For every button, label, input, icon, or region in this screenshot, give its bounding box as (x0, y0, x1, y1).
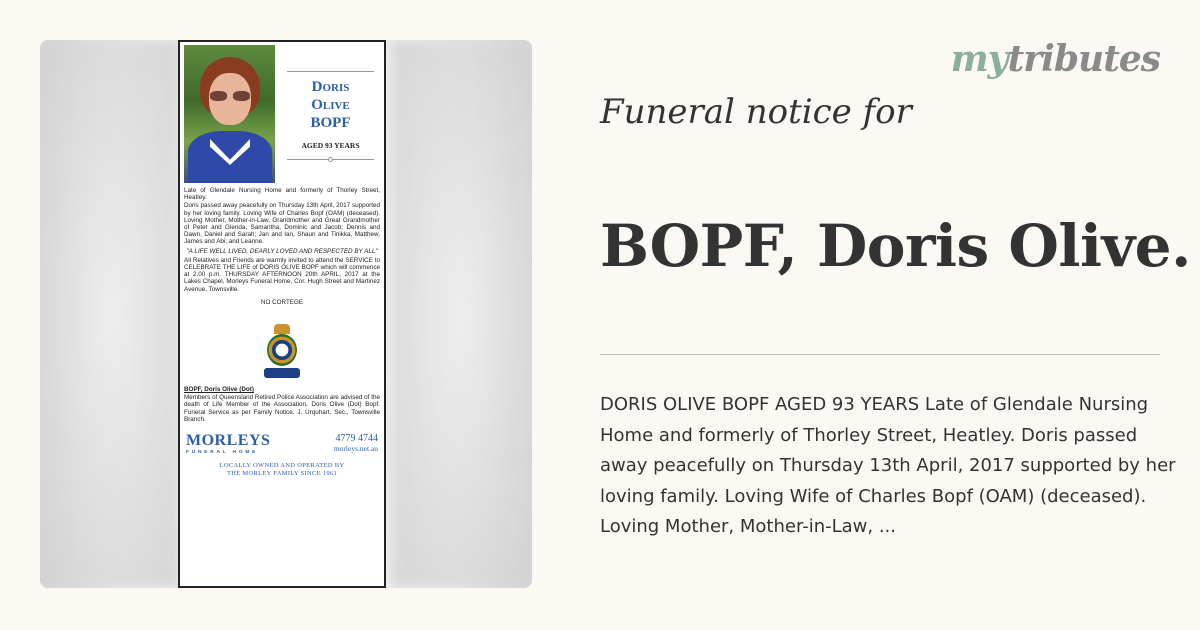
page-subtitle: Funeral notice for (600, 92, 912, 132)
mytributes-logo[interactable] (951, 38, 1160, 80)
notice-age: AGED 93 YEARS (301, 141, 360, 150)
notice-quote: "A LIFE WELL LIVED, DEARLY LOVED AND RESPECTED BY ALL" (186, 247, 378, 255)
notice-para-1: Late of Glendale Nursing Home and formerly of Thorley Street, Heatley. (184, 187, 380, 202)
funeral-home-footer (184, 433, 380, 456)
page-title: BOPF, Doris Olive. (600, 212, 1191, 280)
name-line-2: Olive (311, 97, 350, 113)
notice-excerpt: DORIS OLIVE BOPF AGED 93 YEARS Late of Glendale Nursing Home and formerly of Thorley Street, Heatley. Doris passed away peacefully on Thursday 13th April, 2017 supported by her loving family. Loving Wife of Charles Bopf (OAM) (deceased). Loving Mother, Mother-in-Law, ... (600, 394, 1176, 537)
funeral-home-label: FUNERAL HOME (186, 450, 259, 456)
notice-header (184, 45, 380, 187)
rpa-notice-title: BOPF, Doris Olive (Dot) (184, 386, 254, 394)
morleys-logo: MORLEYS (186, 432, 271, 450)
no-cortege: NO CORTEGE (260, 298, 304, 306)
rpa-notice-text: Members of Queensland Retired Police Association are advised of the death of Life Member of the Association, Doris Olive (Dot) Bopf. Funeral Service as per Family Notice. J. Urquhart, Sec., Townsville Branch. (184, 394, 380, 423)
funeral-home-contact (334, 433, 378, 452)
notice-name-block (281, 45, 380, 187)
notice-para-3: All Relatives and Friends are warmly invited to attend the SERVICE to CELEBRATE THE LIFE of DORIS OLIVE BOPF which will commence at 2.00 p.m. THURSDAY AFTERNOON 20th APRIL, 2017 at the Lakes Chapel, Morleys Funeral Home, Cnr. Hugh Street and Martinez Avenue, Townsville. (184, 256, 380, 293)
police-association-crest-icon (264, 324, 300, 382)
funeral-home-brand (186, 433, 270, 456)
portrait-glasses (210, 91, 250, 101)
name-line-1: Doris (311, 79, 350, 95)
funeral-home-tagline (184, 462, 380, 478)
ornament-dot (328, 157, 333, 162)
logo-my: my (950, 38, 1008, 80)
newspaper-notice (178, 40, 386, 588)
blurred-background-left (40, 40, 180, 588)
notice-para-2: Doris passed away peacefully on Thursday 13th April, 2017 supported by her loving family. Loving Wife of Charles Bopf (OAM) (deceased). Loving Mother, Mother-in-Law, Grandmother and Great Grandmother of Peter and Glenda, Samantha, Dominic and Jacob; Dennis and Dawn, Daniel and Sarah; Jan and Ian, Shaun and Tinikka, Matthew, James and Abi; and Leanne. (184, 202, 380, 246)
funeral-home-web: morleys.net.au (333, 444, 378, 454)
logo-tributes: tributes (1007, 38, 1160, 80)
name-line-3: BOPF (310, 115, 351, 131)
funeral-home-phone: 4779 4744 (335, 433, 378, 445)
divider (600, 354, 1160, 355)
tagline-line-1: LOCALLY OWNED AND OPERATED BY (219, 462, 345, 470)
portrait-photo (184, 45, 275, 183)
tagline-line-2: THE MORLEY FAMILY SINCE 1961 (226, 470, 338, 478)
portrait-body (188, 131, 272, 183)
blurred-background-right (392, 40, 532, 588)
name-rule-top (287, 71, 374, 72)
notice-name (281, 78, 380, 132)
notice-image-card[interactable] (40, 40, 532, 588)
